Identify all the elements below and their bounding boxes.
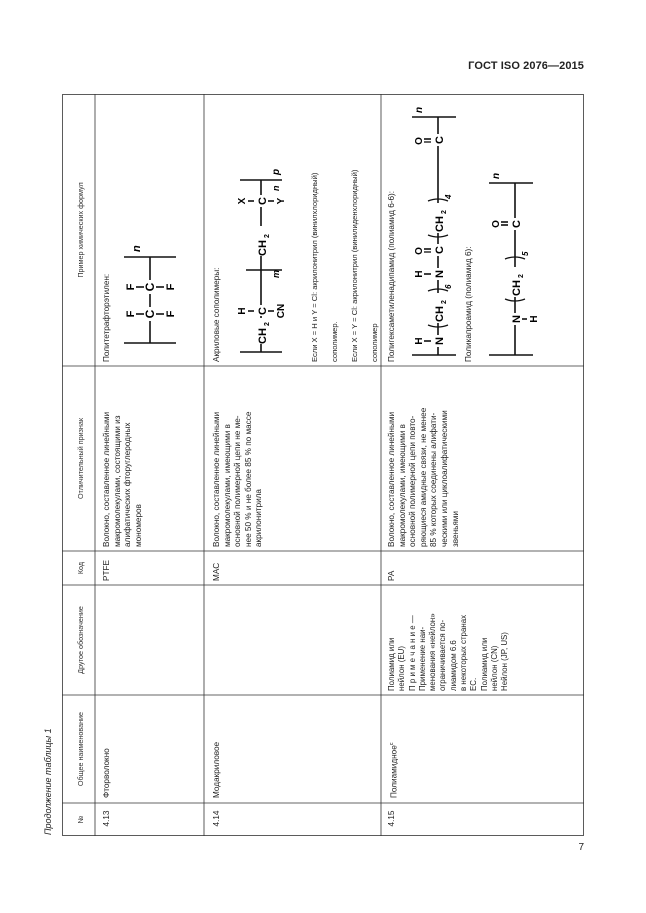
row-4-14-common-name: Модакриловое — [212, 741, 221, 798]
ptfe-c1: C — [143, 309, 157, 319]
row-4-13-code: PTFE — [102, 560, 111, 581]
row-4-13-feature: Волокно, составленное линейными макромолекулами, состоящими из алифатических фторуглеродных мономеров — [102, 411, 143, 547]
col-header-num: № — [76, 815, 85, 824]
table-frame — [62, 94, 584, 836]
mac-cn: CN — [276, 303, 287, 319]
ptfe-f3: F — [125, 283, 137, 291]
col-header-formula: Пример химических формул — [76, 182, 85, 278]
mac-formula — [230, 156, 298, 356]
mac-ch2-b-sub: 2 — [264, 234, 271, 238]
pa66-o1: O — [414, 247, 425, 255]
pa6-n-rep: n — [491, 172, 502, 179]
pa66-ch2-a: CH — [434, 306, 446, 322]
pa66-o2: O — [414, 137, 425, 145]
pa66-h1: H — [414, 337, 425, 345]
pa66-c2: C — [434, 136, 446, 144]
mac-ch2-a-sub: 2 — [264, 322, 271, 326]
mac-note-3: Если X = Y = Cl: акрилонитрил (винилиденхлоридный) — [350, 169, 359, 362]
mac-note-2: сополимер. — [330, 321, 339, 362]
row-4-15-common-name-sup: c — [389, 742, 395, 746]
row-4-15-formula-title-2: Поликапроамид (полиамид 6): — [464, 246, 473, 362]
mac-note-1: Если X = H и Y = Cl: акрилонитрил (винилхлоридный) — [310, 172, 319, 362]
pa66-ch2-b: CH — [434, 216, 446, 232]
mac-p: p — [271, 168, 282, 175]
pa6-o: O — [491, 220, 502, 228]
mac-c1: C — [257, 307, 269, 315]
pa6-ch2-sub: 2 — [518, 274, 525, 278]
ptfe-formula — [120, 239, 192, 349]
row-4-14-feature: Волокно, составленное линейными макромолекулами, имеющими в основной полимерной цепи не ме- нее 50 % и не более 85 % по массе акрилонитрила — [212, 411, 264, 547]
pa66-ch2-b-sub: 2 — [441, 210, 448, 214]
mac-n: n — [271, 185, 281, 191]
continuation-label: Продолжение таблицы 1 — [43, 728, 53, 835]
pa6-formula — [481, 159, 541, 359]
row-4-14-code: MAC — [212, 562, 221, 581]
mac-x: X — [237, 197, 248, 205]
pa66-c1: C — [434, 246, 446, 254]
col-header-code: Код — [76, 561, 85, 575]
mac-h: H — [237, 307, 248, 315]
row-4-15-common-name — [387, 695, 487, 801]
col-header-feature: Отличительный признак — [76, 417, 85, 500]
page-number: 7 — [578, 842, 584, 853]
ptfe-f1: F — [125, 310, 137, 318]
row-4-13-common-name: Фторволокно — [102, 748, 111, 798]
mac-y: Y — [276, 197, 287, 205]
ptfe-c2: C — [143, 282, 157, 292]
col-header-common-name: Общее наименование — [76, 711, 85, 787]
row-4-15-feature: Волокно, составленное линейными макромолекулами, имеющими в основной полимерной цепи повто- ряющиеся амидные связи, не менее 85 % которых соединены алифати- ческими или циклоалифатическими звеньями — [387, 407, 460, 547]
mac-ch2-b: CH — [257, 240, 269, 256]
pa66-n-rep: n — [414, 106, 425, 113]
row-4-15-other-name: Полиамид или нейлон (EU) П р и м е ч а н и е — Применение наи- менования «нейлон» ограничивается по- лиамидом 6.6 в некоторых странах ЕС. Полиамид или нейлон (CN) Нейлон (JP, US) — [387, 613, 510, 691]
row-4-13-num: 4.13 — [102, 810, 111, 827]
pa66-six: 6 — [444, 284, 453, 289]
pa6-h: H — [529, 315, 540, 323]
row-4-14-formula-notes — [300, 96, 379, 364]
mac-ch2-a: CH — [257, 328, 269, 344]
row-4-14-num: 4.14 — [212, 810, 221, 827]
pa66-n1: N — [434, 337, 446, 345]
pa6-c: C — [511, 220, 523, 228]
pa66-formula — [404, 99, 464, 359]
mac-note-4: сополимер — [370, 323, 379, 362]
ptfe-f2: F — [165, 310, 177, 318]
pa66-four: 4 — [444, 194, 453, 199]
standard-header: ГОСТ ISO 2076—2015 — [468, 60, 584, 72]
pa66-n2: N — [434, 270, 446, 278]
mac-c2: C — [257, 197, 269, 205]
col-header-other-name: Другое обозначение — [76, 606, 85, 674]
pa6-ch2: CH — [511, 280, 523, 296]
ptfe-n: n — [131, 245, 143, 252]
pa6-five: 5 — [521, 251, 530, 256]
mac-m: m — [271, 269, 281, 278]
row-4-15-common-name-text: Полиамидное — [389, 745, 399, 798]
row-4-14-formula-title: Акриловые сополимеры: — [212, 267, 221, 362]
row-4-15-formula-title: Полигексаметиленадипамид (полиамид 6-6): — [387, 190, 396, 362]
ptfe-f4: F — [165, 283, 177, 291]
pa66-h2: H — [414, 270, 425, 278]
row-4-15-num: 4.15 — [387, 810, 396, 827]
pa66-ch2-a-sub: 2 — [441, 300, 448, 304]
row-4-15-code: PA — [387, 570, 396, 581]
pa6-n: N — [511, 315, 523, 323]
row-4-13-formula-title: Политетрафторэтилен: — [102, 273, 111, 362]
